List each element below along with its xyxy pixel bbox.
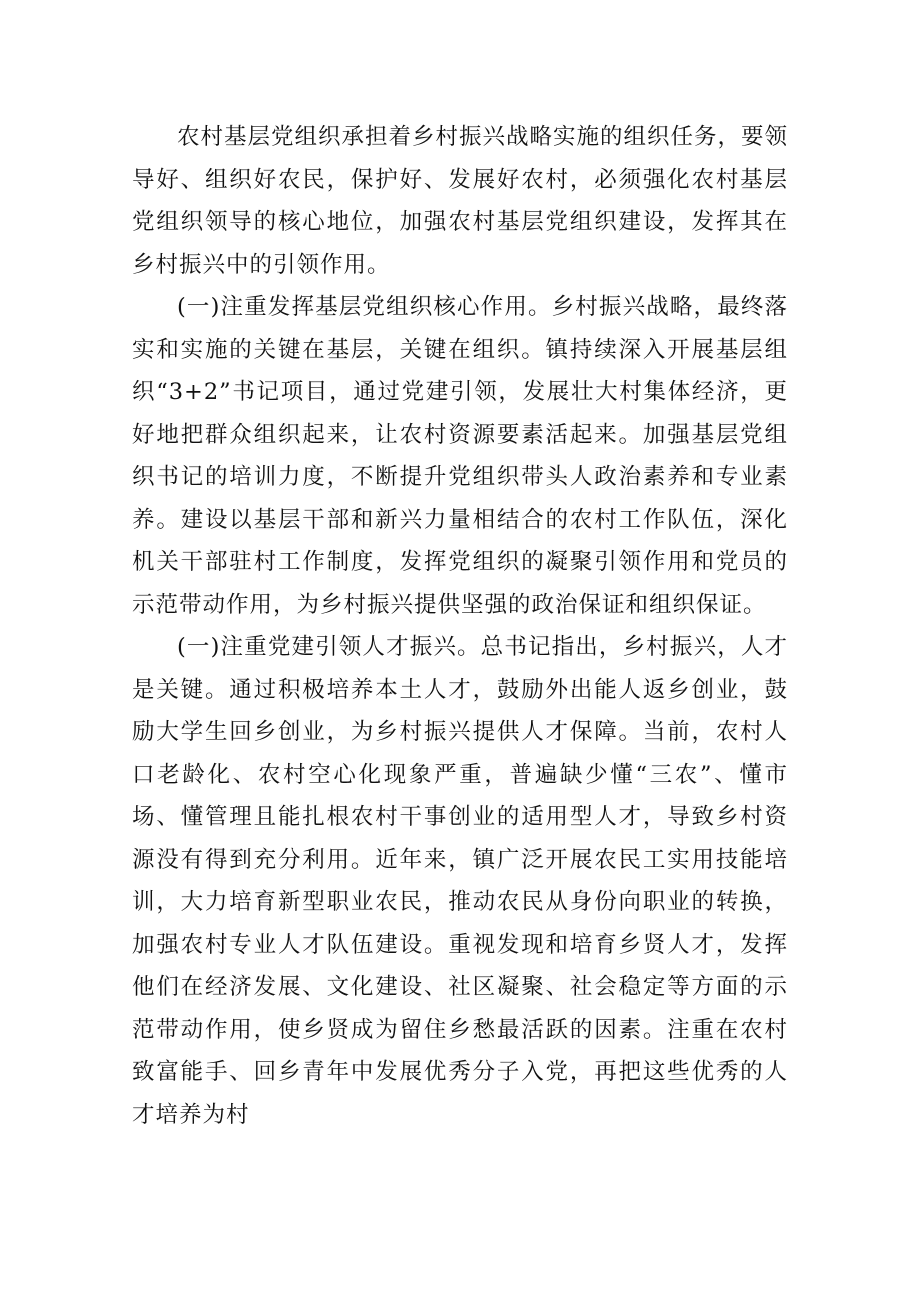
paragraph-party-core-role: (一)注重发挥基层党组织核心作用。乡村振兴战略，最终落实和实施的关键在基层，关键在组织。镇持续深入开展基层组织“3+2”书记项目，通过党建引领，发展壮大村集体经济，更好地把群众组织起来，让农村资源要素活起来。加强基层党组织书记的培训力度，不断提升党组织带头人政治素养和专业素养。建设以基层干部和新兴力量相结合的农村工作队伍，深化机关干部驻村工作制度，发挥党组织的凝聚引领作用和党员的示范带动作用，为乡村振兴提供坚强的政治保证和组织保证。	[132, 294, 788, 618]
paragraph-talent-revitalization: (一)注重党建引领人才振兴。总书记指出，乡村振兴，人才是关键。通过积极培养本土人才，鼓励外出能人返乡创业，鼓励大学生回乡创业，为乡村振兴提供人才保障。当前，农村人口老龄化、农村空心化现象严重，普遍缺少懂“三农”、懂市场、懂管理且能扎根农村干事创业的适用型人才，导致乡村资源没有得到充分利用。近年来，镇广泛开展农民工实用技能培训，大力培育新型职业农民，推动农民从身份向职业的转换，加强农村专业人才队伍建设。重视发现和培育乡贤人才，发挥他们在经济发展、文化建设、社区凝聚、社会稳定等方面的示范带动作用，使乡贤成为留住乡愁最活跃的因素。注重在农村致富能手、回乡青年中发展优秀分子入党，再把这些优秀的人才培养为村	[132, 634, 788, 1128]
paragraph-intro: 农村基层党组织承担着乡村振兴战略实施的组织任务，要领导好、组织好农民，保护好、发展好农村，必须强化农村基层党组织领导的核心地位，加强农村基层党组织建设，发挥其在乡村振兴中的引领作用。	[132, 124, 789, 278]
